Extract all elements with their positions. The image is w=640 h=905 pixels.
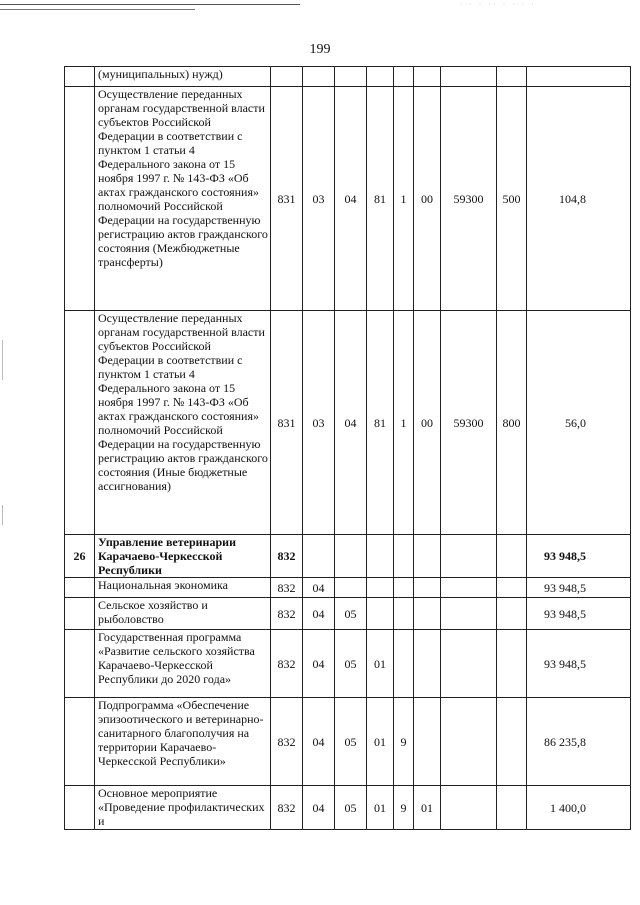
item-name-cell: (муниципальных) нужд) bbox=[95, 67, 271, 87]
amount-cell bbox=[527, 67, 631, 87]
subprogram-code-cell bbox=[394, 535, 414, 578]
main-event-code-cell bbox=[414, 535, 441, 578]
budget-table bbox=[64, 66, 631, 830]
subsection-code-cell bbox=[335, 578, 367, 598]
expense-type-cell bbox=[497, 67, 527, 87]
section-code-cell: 04 bbox=[303, 786, 335, 830]
program-code-cell: 01 bbox=[367, 786, 394, 830]
ministry-code-cell: 832 bbox=[271, 578, 303, 598]
row-number-cell bbox=[65, 698, 95, 786]
subprogram-code-cell: 9 bbox=[394, 786, 414, 830]
expense-type-cell: 500 bbox=[497, 87, 527, 311]
item-name-cell: Осуществление переданных органам государственной власти субъектов Российской Федерации в соответствии с пунктом 1 статьи 4 Федерального закона от 15 ноября 1997 г. № 143-ФЗ «Об актах гражданского состояния» полномочий Российской Федерации на государственную регистрацию актов гражданского состояния (Межбюджетные трансферты) bbox=[95, 87, 271, 311]
amount-cell: 93 948,5 bbox=[527, 578, 631, 598]
subsection-code-cell: 04 bbox=[335, 87, 367, 311]
amount-cell: 104,8 bbox=[527, 87, 631, 311]
main-event-code-cell: 00 bbox=[414, 311, 441, 535]
expense-type-cell bbox=[497, 598, 527, 630]
expense-type-cell bbox=[497, 630, 527, 698]
scan-top-rule-2 bbox=[0, 9, 195, 10]
section-code-cell: 04 bbox=[303, 598, 335, 630]
row-number-cell bbox=[65, 87, 95, 311]
expense-direction-cell bbox=[441, 67, 497, 87]
amount-cell: 93 948,5 bbox=[527, 535, 631, 578]
ministry-code-cell bbox=[271, 67, 303, 87]
row-number-cell bbox=[65, 598, 95, 630]
main-event-code-cell bbox=[414, 578, 441, 598]
section-code-cell: 04 bbox=[303, 698, 335, 786]
scan-top-rule bbox=[0, 4, 300, 5]
main-event-code-cell: 01 bbox=[414, 786, 441, 830]
table-row bbox=[65, 578, 631, 598]
item-name-cell: Осуществление переданных органам государственной власти субъектов Российской Федерации в соответствии с пунктом 1 статьи 4 Федерального закона от 15 ноября 1997 г. № 143-ФЗ «Об актах гражданского состояния» полномочий Российской Федерации на государственную регистрацию актов гражданского состояния (Иные бюджетные ассигнования) bbox=[95, 311, 271, 535]
table-row bbox=[65, 786, 631, 830]
item-name-cell: Основное мероприятие «Проведение профилактических и bbox=[95, 786, 271, 830]
program-code-cell: 01 bbox=[367, 698, 394, 786]
program-code-cell: 81 bbox=[367, 311, 394, 535]
section-code-cell: 03 bbox=[303, 311, 335, 535]
subsection-code-cell: 04 bbox=[335, 311, 367, 535]
expense-direction-cell bbox=[441, 535, 497, 578]
item-name-cell: Сельское хозяйство и рыболовство bbox=[95, 598, 271, 630]
subprogram-code-cell: 1 bbox=[394, 87, 414, 311]
program-code-cell: 81 bbox=[367, 87, 394, 311]
expense-type-cell: 800 bbox=[497, 311, 527, 535]
program-code-cell bbox=[367, 578, 394, 598]
program-code-cell bbox=[367, 535, 394, 578]
table-row bbox=[65, 698, 631, 786]
expense-type-cell bbox=[497, 578, 527, 598]
program-code-cell bbox=[367, 67, 394, 87]
program-code-cell bbox=[367, 598, 394, 630]
table-row bbox=[65, 598, 631, 630]
expense-type-cell bbox=[497, 535, 527, 578]
subsection-code-cell: 05 bbox=[335, 630, 367, 698]
page-number: 199 bbox=[309, 42, 331, 57]
subsection-code-cell: 05 bbox=[335, 786, 367, 830]
scan-margin-mark bbox=[2, 340, 3, 380]
ministry-code-cell: 832 bbox=[271, 786, 303, 830]
subsection-code-cell: 05 bbox=[335, 698, 367, 786]
item-name-cell: Государственная программа «Развитие сельского хозяйства Карачаево-Черкесской Республики до 2020 года» bbox=[95, 630, 271, 698]
row-number-cell bbox=[65, 311, 95, 535]
ministry-code-cell: 832 bbox=[271, 598, 303, 630]
expense-type-cell bbox=[497, 698, 527, 786]
main-event-code-cell bbox=[414, 630, 441, 698]
subsection-code-cell: 05 bbox=[335, 598, 367, 630]
item-name-cell: Национальная экономика bbox=[95, 578, 271, 598]
subprogram-code-cell bbox=[394, 67, 414, 87]
expense-direction-cell bbox=[441, 786, 497, 830]
section-code-cell bbox=[303, 67, 335, 87]
item-name-cell: Управление ветеринарии Карачаево-Черкесской Республики bbox=[95, 535, 271, 578]
scan-margin-mark-2 bbox=[2, 505, 3, 525]
subsection-code-cell bbox=[335, 67, 367, 87]
ministry-code-cell: 831 bbox=[271, 87, 303, 311]
ministry-code-cell: 832 bbox=[271, 535, 303, 578]
program-code-cell: 01 bbox=[367, 630, 394, 698]
section-code-cell: 04 bbox=[303, 578, 335, 598]
table-row bbox=[65, 311, 631, 535]
main-event-code-cell bbox=[414, 67, 441, 87]
main-event-code-cell bbox=[414, 598, 441, 630]
amount-cell: 56,0 bbox=[527, 311, 631, 535]
ministry-code-cell: 832 bbox=[271, 630, 303, 698]
subprogram-code-cell: 1 bbox=[394, 311, 414, 535]
main-event-code-cell bbox=[414, 698, 441, 786]
table-row bbox=[65, 630, 631, 698]
subprogram-code-cell bbox=[394, 630, 414, 698]
expense-direction-cell: 59300 bbox=[441, 87, 497, 311]
row-number-cell: 26 bbox=[65, 535, 95, 578]
row-number-cell bbox=[65, 786, 95, 830]
subprogram-code-cell: 9 bbox=[394, 698, 414, 786]
section-code-cell: 04 bbox=[303, 630, 335, 698]
item-name-cell: Подпрограмма «Обеспечение эпизоотического и ветеринарно-санитарного благополучия на территории Карачаево-Черкесской Республики» bbox=[95, 698, 271, 786]
row-number-cell bbox=[65, 578, 95, 598]
expense-direction-cell bbox=[441, 578, 497, 598]
ministry-code-cell: 831 bbox=[271, 311, 303, 535]
ministry-code-cell: 832 bbox=[271, 698, 303, 786]
amount-cell: 1 400,0 bbox=[527, 786, 631, 830]
section-code-cell bbox=[303, 535, 335, 578]
expense-direction-cell bbox=[441, 598, 497, 630]
scan-specks: · · · ·· · · · · bbox=[460, 2, 537, 8]
expense-direction-cell bbox=[441, 630, 497, 698]
table-row bbox=[65, 67, 631, 87]
expense-type-cell bbox=[497, 786, 527, 830]
section-code-cell: 03 bbox=[303, 87, 335, 311]
amount-cell: 86 235,8 bbox=[527, 698, 631, 786]
table-row bbox=[65, 87, 631, 311]
table-row bbox=[65, 535, 631, 578]
expense-direction-cell bbox=[441, 698, 497, 786]
row-number-cell bbox=[65, 67, 95, 87]
subprogram-code-cell bbox=[394, 578, 414, 598]
expense-direction-cell: 59300 bbox=[441, 311, 497, 535]
main-event-code-cell: 00 bbox=[414, 87, 441, 311]
row-number-cell bbox=[65, 630, 95, 698]
amount-cell: 93 948,5 bbox=[527, 630, 631, 698]
subsection-code-cell bbox=[335, 535, 367, 578]
amount-cell: 93 948,5 bbox=[527, 598, 631, 630]
subprogram-code-cell bbox=[394, 598, 414, 630]
